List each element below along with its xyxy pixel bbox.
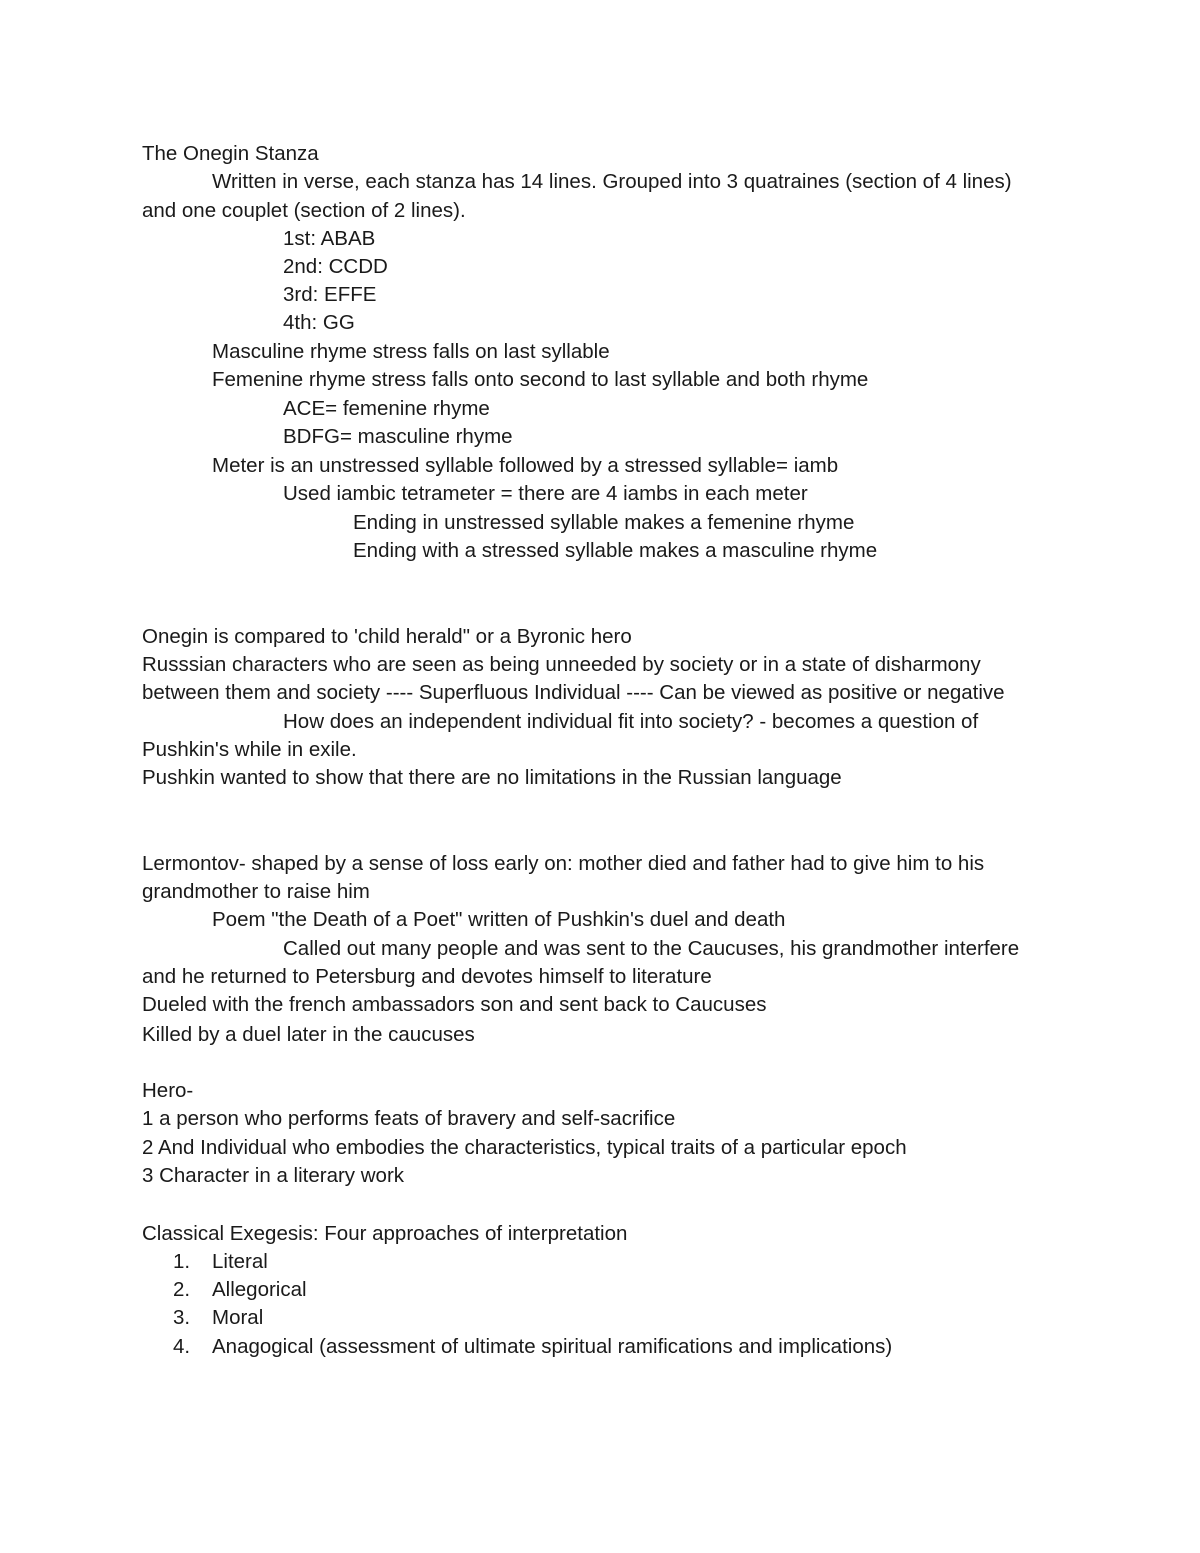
text-line: between them and society ---- Superfluous Individual ---- Can be viewed as positive or negative xyxy=(142,681,1005,704)
rhyme-scheme-line: 1st: ABAB xyxy=(283,227,376,250)
text-line: ACE= femenine rhyme xyxy=(283,397,490,420)
list-number: 1. xyxy=(173,1250,191,1273)
text-line: Onegin is compared to 'child herald" or a Byronic hero xyxy=(142,625,632,648)
list-item-text: Anagogical (assessment of ultimate spiritual ramifications and implications) xyxy=(212,1335,893,1358)
list-item-text: Moral xyxy=(212,1306,264,1329)
text-line: and one couplet (section of 2 lines). xyxy=(142,199,466,222)
text-line: Ending in unstressed syllable makes a femenine rhyme xyxy=(353,511,855,534)
section-title-exegesis: Classical Exegesis: Four approaches of interpretation xyxy=(142,1222,628,1245)
text-line: grandmother to raise him xyxy=(142,880,370,903)
list-number: 3. xyxy=(173,1306,191,1329)
list-item-text: Allegorical xyxy=(212,1278,307,1301)
list-number: 4. xyxy=(173,1335,191,1358)
text-line: Killed by a duel later in the caucuses xyxy=(142,1023,475,1046)
rhyme-scheme-line: 4th: GG xyxy=(283,311,355,334)
text-line: Pushkin wanted to show that there are no limitations in the Russian language xyxy=(142,766,842,789)
definition-line: 3 Character in a literary work xyxy=(142,1164,405,1187)
definition-line: 1 a person who performs feats of bravery and self-sacrifice xyxy=(142,1107,676,1130)
list-number: 2. xyxy=(173,1278,191,1301)
text-line: and he returned to Petersburg and devotes himself to literature xyxy=(142,965,712,988)
text-line: Used iambic tetrameter = there are 4 iambs in each meter xyxy=(283,482,808,505)
rhyme-scheme-line: 2nd: CCDD xyxy=(283,255,388,278)
list-item-text: Literal xyxy=(212,1250,268,1273)
text-line: Dueled with the french ambassadors son and sent back to Caucuses xyxy=(142,993,767,1016)
text-line: How does an independent individual fit into society? - becomes a question of xyxy=(283,710,979,733)
text-line: Pushkin's while in exile. xyxy=(142,738,357,761)
rhyme-scheme-line: 3rd: EFFE xyxy=(283,283,377,306)
definition-line: 2 And Individual who embodies the characteristics, typical traits of a particular epoch xyxy=(142,1136,907,1159)
text-line: BDFG= masculine rhyme xyxy=(283,425,513,448)
text-line: Lermontov- shaped by a sense of loss early on: mother died and father had to give him to his xyxy=(142,852,985,875)
text-line: Written in verse, each stanza has 14 lines. Grouped into 3 quatraines (section of 4 lines) xyxy=(212,170,1012,193)
section-title-onegin: The Onegin Stanza xyxy=(142,142,319,165)
text-line: Poem "the Death of a Poet" written of Pushkin's duel and death xyxy=(212,908,786,931)
text-line: Russsian characters who are seen as being unneeded by society or in a state of disharmony xyxy=(142,653,981,676)
text-line: Meter is an unstressed syllable followed by a stressed syllable= iamb xyxy=(212,454,839,477)
text-line: Femenine rhyme stress falls onto second to last syllable and both rhyme xyxy=(212,368,869,391)
text-line: Ending with a stressed syllable makes a masculine rhyme xyxy=(353,539,878,562)
section-title-hero: Hero- xyxy=(142,1079,194,1102)
text-line: Called out many people and was sent to the Caucuses, his grandmother interfere xyxy=(283,937,1020,960)
text-line: Masculine rhyme stress falls on last syllable xyxy=(212,340,610,363)
